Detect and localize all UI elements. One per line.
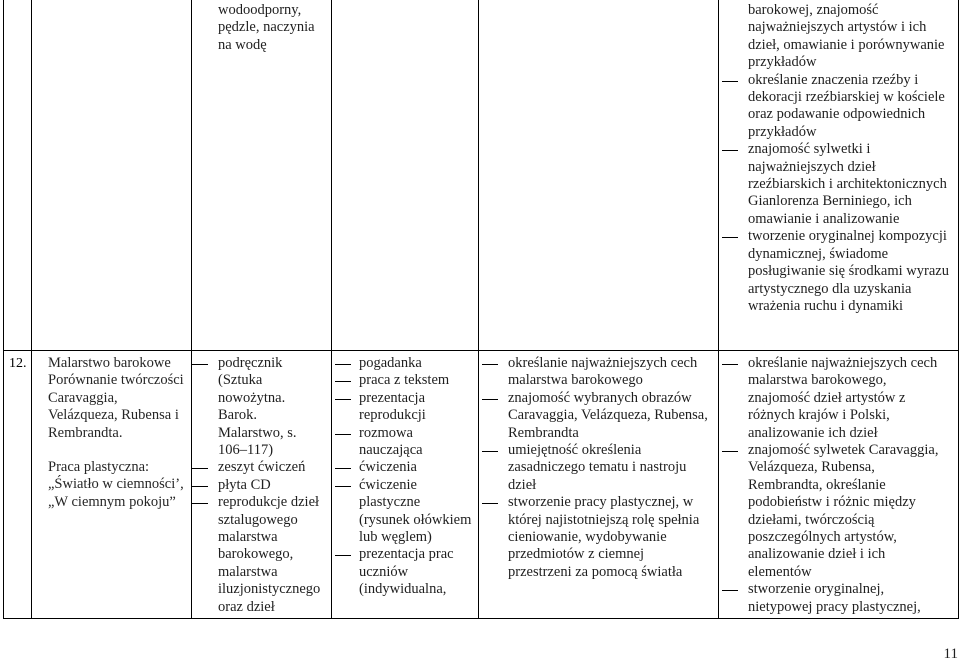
dash-bullet-icon xyxy=(482,399,498,400)
materials-list xyxy=(192,351,331,616)
dash-bullet-icon xyxy=(722,451,738,452)
extended-outcomes-list xyxy=(719,351,958,616)
list-item: reprodukcje dzieł sztalugowego malarstwa barokowego, malarstwa iluzjonistycznego oraz dzieł xyxy=(192,494,325,616)
cell-extended-outcomes-continued xyxy=(719,0,959,351)
list-item: płyta CD xyxy=(192,477,325,494)
dash-bullet-icon xyxy=(722,150,738,151)
dash-bullet-icon xyxy=(482,451,498,452)
cell-basic-outcomes-empty xyxy=(479,0,719,351)
dash-bullet-icon xyxy=(482,364,498,365)
cell-methods-empty xyxy=(332,0,479,351)
cell-number xyxy=(4,351,32,619)
dash-bullet-icon xyxy=(335,468,351,469)
cell-materials xyxy=(192,351,332,619)
list-item: określanie najważniejszych cech malarstwa barokowego, znajomość dzieł artystów z różnych krajów i Polski, analizowanie ich dzieł xyxy=(719,355,952,442)
list-item: stworzenie oryginalnej, nietypowej pracy plastycznej, xyxy=(719,581,952,616)
basic-outcomes-list xyxy=(479,351,718,581)
list-item: znajomość sylwetki i najważniejszych dzieł rzeźbiarskich i architektonicznych Gianlorenza Berniniego, ich omawianie i analizowanie xyxy=(719,141,952,228)
list-item: ćwiczenia xyxy=(332,459,472,476)
list-item: prezentacja prac uczniów (indywidualna, xyxy=(332,546,472,598)
dash-bullet-icon xyxy=(482,503,498,504)
cell-basic-outcomes xyxy=(479,351,719,619)
dash-bullet-icon xyxy=(192,486,208,487)
dash-bullet-icon xyxy=(335,381,351,382)
dash-bullet-icon xyxy=(722,81,738,82)
dash-bullet-icon xyxy=(722,237,738,238)
cell-extended-outcomes xyxy=(719,351,959,619)
dash-bullet-icon xyxy=(192,468,208,469)
lesson-plan-table xyxy=(3,0,959,619)
cell-topic-empty xyxy=(32,0,192,351)
list-item: znajomość sylwetek Caravaggia, Velázqueza, Rubensa, Rembrandta, określanie podobieństw i różnic między dziełami, twórczością poszczególnych artystów, analizowanie dzieł i ich elementów xyxy=(719,442,952,581)
list-item: pogadanka xyxy=(332,355,472,372)
cell-methods xyxy=(332,351,479,619)
list-item: zeszyt ćwiczeń xyxy=(192,459,325,476)
cell-number-empty xyxy=(4,0,32,351)
dash-bullet-icon xyxy=(722,364,738,365)
dash-bullet-icon xyxy=(335,399,351,400)
dash-bullet-icon xyxy=(335,486,351,487)
row-number: 12. xyxy=(9,356,27,371)
dash-bullet-icon xyxy=(335,555,351,556)
dash-bullet-icon xyxy=(335,364,351,365)
dash-bullet-icon xyxy=(192,364,208,365)
topic-text: Malarstwo barokowe Porównanie twórczości Caravaggia, Velázqueza, Rubensa i Rembrandta. xyxy=(48,355,184,441)
dash-bullet-icon xyxy=(335,434,351,435)
list-item: określanie najważniejszych cech malarstwa barokowego xyxy=(479,355,710,390)
list-item: stworzenie pracy plastycznej, w której najistotniejszą rolę spełnia cieniowanie, wydobywanie przedmiotów z ciemnej przestrzeni za pomocą światła xyxy=(479,494,710,581)
cell-topic xyxy=(32,351,192,619)
list-item: tworzenie oryginalnej kompozycji dynamicznej, świadome posługiwanie się środkami wyrazu artystycznego dla uzyskania wrażenia ruchu i dynamiki xyxy=(719,228,952,315)
outcomes-continued-list xyxy=(719,72,958,316)
cell-materials-continued xyxy=(192,0,332,351)
list-item: ćwiczenie plastyczne (rysunek ołówkiem lub węglem) xyxy=(332,477,472,547)
list-item: prezentacja reprodukcji xyxy=(332,390,472,425)
page-number: 11 xyxy=(943,646,958,662)
list-item: znajomość wybranych obrazów Caravaggia, Velázqueza, Rubensa, Rembrandta xyxy=(479,390,710,442)
table-row-continuation xyxy=(4,0,959,351)
task-text: Praca plastyczna: „Światło w ciemności’, „W ciemnym pokoju” xyxy=(48,459,184,510)
list-item: podręcznik (Sztuka nowożytna. Barok. Malarstwo, s. 106–117) xyxy=(192,355,325,459)
list-item: umiejętność określenia zasadniczego tematu i nastroju dzieł xyxy=(479,442,710,494)
outcomes-continued-lead: barokowej, znajomość najważniejszych artystów i ich dzieł, omawianie i porównywanie przykładów xyxy=(748,2,945,71)
methods-list xyxy=(332,351,478,599)
list-item: praca z tekstem xyxy=(332,372,472,389)
dash-bullet-icon xyxy=(722,590,738,591)
table-row-12 xyxy=(4,351,959,619)
materials-continued-text: wodoodporny, pędzle, naczynia na wodę xyxy=(218,2,315,53)
dash-bullet-icon xyxy=(192,503,208,504)
list-item: rozmowa nauczająca xyxy=(332,425,472,460)
list-item: określanie znaczenia rzeźby i dekoracji rzeźbiarskiej w kościele oraz podawanie odpowiednich przykładów xyxy=(719,72,952,142)
